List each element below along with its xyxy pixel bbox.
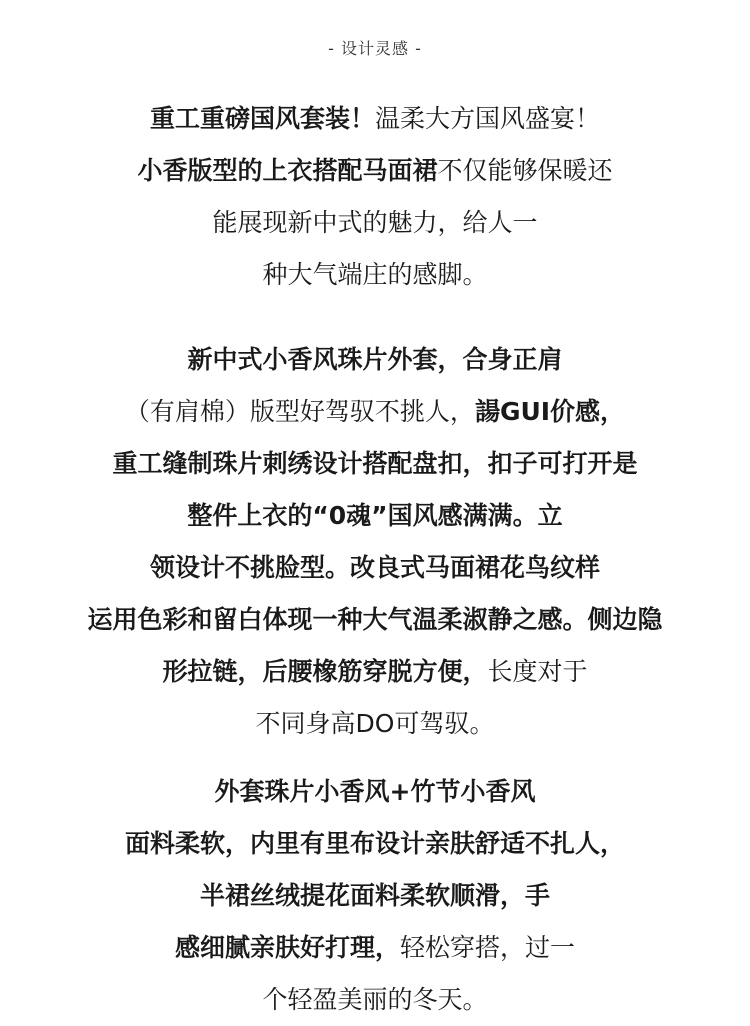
text-line — [0, 145, 750, 197]
text-segment: 温柔大方国风盛宴！ — [375, 104, 601, 133]
bold-text-segment: 重工缝制珠片刺绣设计搭配盘扣，扣子可打开是 — [112, 449, 638, 478]
bold-text-segment: 小香版型的上衣搭配马面裙 — [137, 156, 438, 185]
text-line — [0, 93, 750, 145]
text-line — [0, 197, 750, 249]
text-line — [0, 870, 750, 922]
text-line — [0, 698, 750, 750]
paragraph-fabric-details — [0, 766, 750, 1026]
text-line — [0, 818, 750, 870]
section-header: - 设计灵感 - — [328, 39, 422, 58]
text-line — [0, 490, 750, 542]
text-line — [0, 438, 750, 490]
bold-text-segment: 整件上衣的“0魂”国风感满满。立 — [187, 501, 563, 530]
text-line — [0, 766, 750, 818]
text-line — [0, 646, 750, 698]
bold-text-segment: 半裙丝绒提花面料柔软顺滑，手 — [199, 881, 550, 910]
bold-text-segment: 新中式小香风珠片外套，合身正肩 — [187, 345, 563, 374]
text-segment: 种大气端庄的感脚。 — [262, 260, 488, 289]
text-segment: （有肩棉）版型好驾驭不挑人， — [124, 397, 475, 426]
text-segment: 轻松穿搭，过一 — [400, 933, 576, 962]
bold-text-segment: 面料柔软，内里有里布设计亲肤舒适不扎人， — [124, 829, 625, 858]
bold-text-segment: 感细腻亲肤好打理， — [174, 933, 400, 962]
text-line — [0, 594, 750, 646]
bold-text-segment: 领设计不挑脸型。改良式马面裙花鸟纹样 — [149, 553, 600, 582]
text-line — [0, 542, 750, 594]
text-segment: 不仅能够保暖还 — [437, 156, 613, 185]
text-line — [0, 249, 750, 301]
paragraph-design-intro — [0, 93, 750, 301]
text-segment: 能展现新中式的魅力，给人一 — [212, 208, 538, 237]
paragraph-jacket-details — [0, 334, 750, 750]
text-line — [0, 922, 750, 974]
text-line — [0, 974, 750, 1026]
text-line — [0, 334, 750, 386]
text-segment: 不同身高DO可驾驭。 — [255, 709, 495, 738]
bold-text-segment: 重工重磅国风套装！ — [149, 104, 375, 133]
text-segment: 个轻盈美丽的冬天。 — [262, 985, 488, 1014]
bold-text-segment: 形拉链，后腰橡筋穿脱方便， — [162, 657, 488, 686]
text-segment: 长度对于 — [487, 657, 588, 686]
bold-text-segment: 运用色彩和留白体现一种大气温柔淑静之感。侧边隐 — [87, 605, 663, 634]
bold-text-segment: 外套珠片小香风+竹节小香风 — [214, 777, 536, 806]
bold-text-segment: 諹GUI价感， — [474, 397, 626, 426]
text-line — [0, 386, 750, 438]
